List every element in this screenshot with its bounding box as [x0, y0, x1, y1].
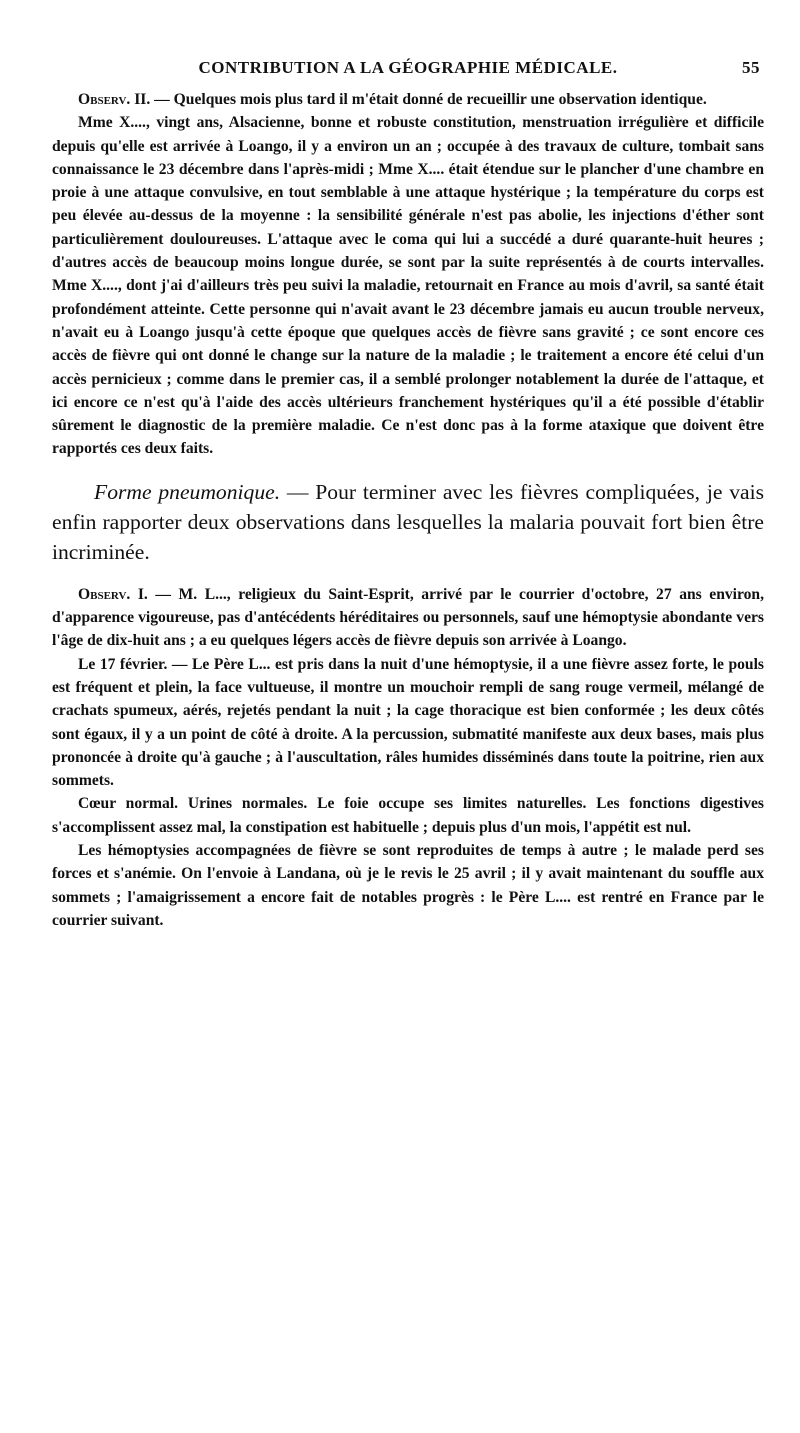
running-header: [52, 58, 764, 88]
observation-2-paragraph: Mme X...., vingt ans, Alsacienne, bonne et robuste constitution, menstruation irrégulière et difficile depuis qu'elle est arrivée à Loango, il y a environ un an ; occupée à des travaux de culture, tombait sans connaissance le 23 décembre dans l'après-midi ; Mme X.... était étendue sur le plancher d'une chambre en proie à une attaque convulsive, en tout semblable à une attaque hystérique ; la température du corps est peu élevée au-dessus de la moyenne : la sensibilité générale n'est pas abolie, les injections d'éther sont particulièrement douloureuses. L'attaque avec le coma qui lui a succédé a duré quarante-huit heures ; d'autres accès de beaucoup moins longue durée, se sont par la suite représentés à de courts intervalles. Mme X...., dont j'ai d'ailleurs très peu suivi la maladie, retournait en France au mois d'avril, sa santé était profondément atteinte. Cette personne qui n'avait avant le 23 décembre jamais eu aucun trouble nerveux, n'avait eu à Loango jusqu'à cette époque que quelques accès de fièvre sans gravité ; ce sont encore ces accès de fièvre qui ont donné le change sur la nature de la maladie ; le traitement a encore été celui d'un accès pernicieux ; comme dans le premier cas, il a semblé prolonger notablement la durée de l'attaque, et ici encore ce n'est qu'à l'aide des accès ultérieurs franchement hystériques qu'il a été possible d'établir sûrement le diagnostic de la première maladie. Ce n'est donc pas à la forme ataxique que doivent être rapportés ces deux faits.: [52, 114, 764, 458]
observation-2-intro-text: — Quelques mois plus tard il m'était donné de recueillir une observation identique.: [150, 91, 707, 108]
observation-2-intro-paragraph: [52, 88, 764, 111]
section-paragraph: [52, 477, 764, 567]
section-pneumonic-form: [52, 477, 764, 567]
observation-2-block: [52, 88, 764, 461]
section-text: — Pour terminer avec les fièvres compliquées, je vais enfin rapporter deux observations dans lesquelles la malaria pouvait fort bien être incriminée.: [52, 479, 764, 564]
observation-1-intro-paragraph: [52, 583, 764, 653]
observation-1-paragraph-2: Cœur normal. Urines normales. Le foie occupe ses limites naturelles. Les fonctions digestives s'accomplissent assez mal, la constipation est habituelle ; depuis plus d'un mois, l'appétit est nul.: [52, 795, 764, 836]
observation-1-paragraph-1: Le 17 février. — Le Père L... est pris dans la nuit d'une hémoptysie, il a une fièvre assez forte, le pouls est fréquent et plein, la face vultueuse, il montre un mouchoir rempli de sang rouge vermeil, mélangé de crachats spumeux, aérés, rejetés pendant la nuit ; la cage thoracique est bien conformée ; les deux côtés sont égaux, il y a un point de côté à droite. A la percussion, submatité manifeste aux deux bases, mais plus prononcée à droite qu'à gauche ; à l'auscultation, râles humides disséminés dans toute la poitrine, rien aux sommets.: [52, 655, 764, 790]
observation-2-label: Observ. II.: [78, 91, 151, 108]
running-title: CONTRIBUTION A LA GÉOGRAPHIE MÉDICALE.: [198, 58, 618, 77]
observation-1-block: [52, 583, 764, 932]
observation-1-label: Observ. I.: [78, 585, 148, 603]
observation-1-paragraph-3: Les hémoptysies accompagnées de fièvre se sont reproduites de temps à autre ; le malade perd ses forces et s'anémie. On l'envoie à Landana, où je le revis le 25 avril ; il y avait maintenant du souffle aux sommets ; l'amaigrissement a encore fait de notables progrès : le Père L.... est rentré en France par le courrier suivant.: [52, 842, 764, 929]
page-number: 55: [742, 58, 760, 77]
section-heading: Forme pneumonique.: [94, 479, 281, 504]
observation-1-intro-text: — M. L..., religieux du Saint-Esprit, arrivé par le courrier d'octobre, 27 ans environ, d'apparence vigoureuse, pas d'antécédents héréditaires ou personnels, sauf une hémoptysie abondante vers l'âge de dix-huit ans ; a eu quelques légers accès de fièvre depuis son arrivée à Loango.: [52, 585, 765, 650]
